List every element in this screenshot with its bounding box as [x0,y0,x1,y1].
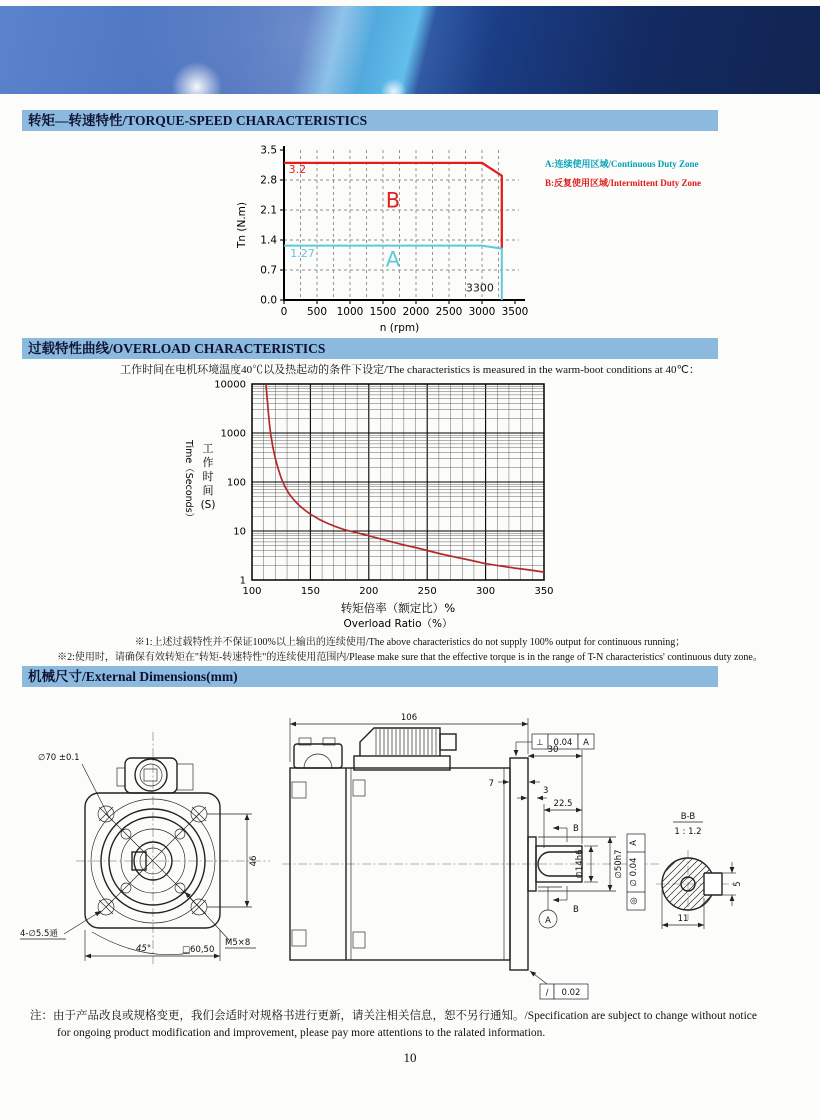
svg-text:∅70 ±0.1: ∅70 ±0.1 [38,753,80,763]
svg-text:Tn (N.m): Tn (N.m) [236,201,248,249]
svg-text:100: 100 [226,477,246,489]
overload-footnote-2: ※2:使用时，请确保有效转矩在"转矩-转速特性"的连续使用范围内/Please make sure that the effective torque is in the range of T-N characteristics' continuous duty zone。 [57,652,763,663]
svg-text:n (rpm): n (rpm) [379,322,420,334]
svg-text:0.04: 0.04 [553,738,573,748]
svg-text:2000: 2000 [402,306,430,318]
svg-text:106: 106 [400,713,418,723]
svg-text:2500: 2500 [435,306,463,318]
svg-text:作: 作 [202,456,214,469]
svg-text:1000: 1000 [336,306,364,318]
svg-text:B: B [573,824,579,834]
svg-text:200: 200 [359,586,379,597]
svg-text:B-B: B-B [680,812,696,822]
svg-text:350: 350 [534,586,554,597]
svg-text:150: 150 [300,586,320,597]
svg-text:∕: ∕ [545,988,549,998]
svg-text:B: B [573,905,579,915]
svg-text:∅14h6: ∅14h6 [575,849,585,879]
legend-intermittent-duty: B:反复使用区域/Intermittent Duty Zone [545,178,701,188]
svg-text:3: 3 [543,786,549,796]
svg-text:∅50h7: ∅50h7 [614,849,624,879]
page-number: 10 [403,1050,417,1065]
footer-line-1: 注：由于产品改良或规格变更，我们会适时对规格书进行更新，请关注相关信息，恕不另行通知。/Specification are subject to change without notice [30,1010,757,1022]
svg-text:间: 间 [202,484,214,497]
section-title-dimensions: 机械尺寸/External Dimensions(mm) [22,666,718,687]
section-title-overload: 过载特性曲线/OVERLOAD CHARACTERISTICS [22,338,718,359]
svg-text:1500: 1500 [369,306,397,318]
svg-text:A: A [385,247,401,272]
svg-text:0.7: 0.7 [260,264,277,277]
svg-text:5: 5 [733,881,743,887]
svg-text:A: A [629,840,639,846]
dimension-drawing [20,698,800,1004]
svg-text:3500: 3500 [501,306,529,318]
svg-text:45°: 45° [136,944,152,954]
torque-speed-chart [232,140,562,336]
svg-text:30: 30 [547,745,559,755]
svg-text:1.27: 1.27 [290,247,315,261]
footer-disclaimer [30,1008,792,1042]
section-b-b-view [656,850,736,920]
svg-text:(S): (S) [200,499,216,511]
svg-text:1.4: 1.4 [260,234,277,247]
svg-text:B: B [385,188,401,213]
svg-text:0: 0 [280,306,288,318]
svg-text:◎: ◎ [629,897,639,905]
svg-text:1 : 1.2: 1 : 1.2 [674,827,702,837]
svg-text:300: 300 [476,586,496,597]
svg-text:4-∅5.5通: 4-∅5.5通 [20,929,58,939]
section-title-torque-speed: 转矩—转速特性/TORQUE-SPEED CHARACTERISTICS [22,110,718,131]
svg-text:时: 时 [202,470,214,483]
svg-text:22.5: 22.5 [553,799,573,809]
svg-text:□60,50: □60,50 [182,945,215,955]
svg-text:2.1: 2.1 [260,204,277,217]
side-view [282,728,660,970]
svg-text:11: 11 [677,914,689,924]
svg-text:M5×8: M5×8 [225,938,251,948]
svg-text:3.2: 3.2 [288,163,307,177]
svg-text:7: 7 [488,779,494,789]
svg-text:A: A [583,738,589,748]
legend-continuous-duty: A:连续使用区域/Continuous Duty Zone [545,159,699,169]
svg-text:250: 250 [417,586,437,597]
svg-text:∅ 0.04: ∅ 0.04 [629,857,639,887]
svg-text:转矩倍率（额定比）%: 转矩倍率（额定比）% [340,601,456,615]
svg-text:Overload Ratio（%）: Overload Ratio（%） [343,618,453,630]
svg-text:500: 500 [306,306,328,318]
svg-text:0.0: 0.0 [260,294,277,307]
svg-text:1000: 1000 [220,428,246,440]
svg-text:3000: 3000 [468,306,496,318]
svg-text:100: 100 [242,586,262,597]
overload-condition-note: 工作时间在电机环境温度40℃以及热起动的条件下设定/The characteristics is measured in the warm-boot conditions at 40℃： [120,364,700,376]
encoder-connector [294,744,342,768]
duty-zone-legend [545,155,701,193]
svg-text:3.5: 3.5 [260,144,277,157]
svg-text:46: 46 [249,855,259,867]
svg-text:工: 工 [202,442,214,455]
svg-text:0.02: 0.02 [561,988,581,998]
svg-text:⊥: ⊥ [536,738,544,748]
overload-footnote-1: ※1:上述过载特性并不保证100%以上输出的连续使用/The above characteristics do not supply 100% output for continuous running； [134,637,686,648]
front-view [76,732,270,964]
svg-text:1: 1 [239,575,246,587]
footer-line-2: for ongoing product modification and improvement, please pay more attentions to the ralated information. [57,1027,546,1039]
overload-chart [172,378,592,634]
svg-text:A: A [545,916,551,926]
page-header-banner [0,6,820,94]
top-connector [125,758,177,793]
svg-text:3300: 3300 [465,281,494,295]
svg-text:2.8: 2.8 [260,174,277,187]
svg-text:Time（Seconds）: Time（Seconds） [183,440,194,523]
svg-text:10: 10 [233,526,246,538]
svg-text:10000: 10000 [214,379,246,391]
